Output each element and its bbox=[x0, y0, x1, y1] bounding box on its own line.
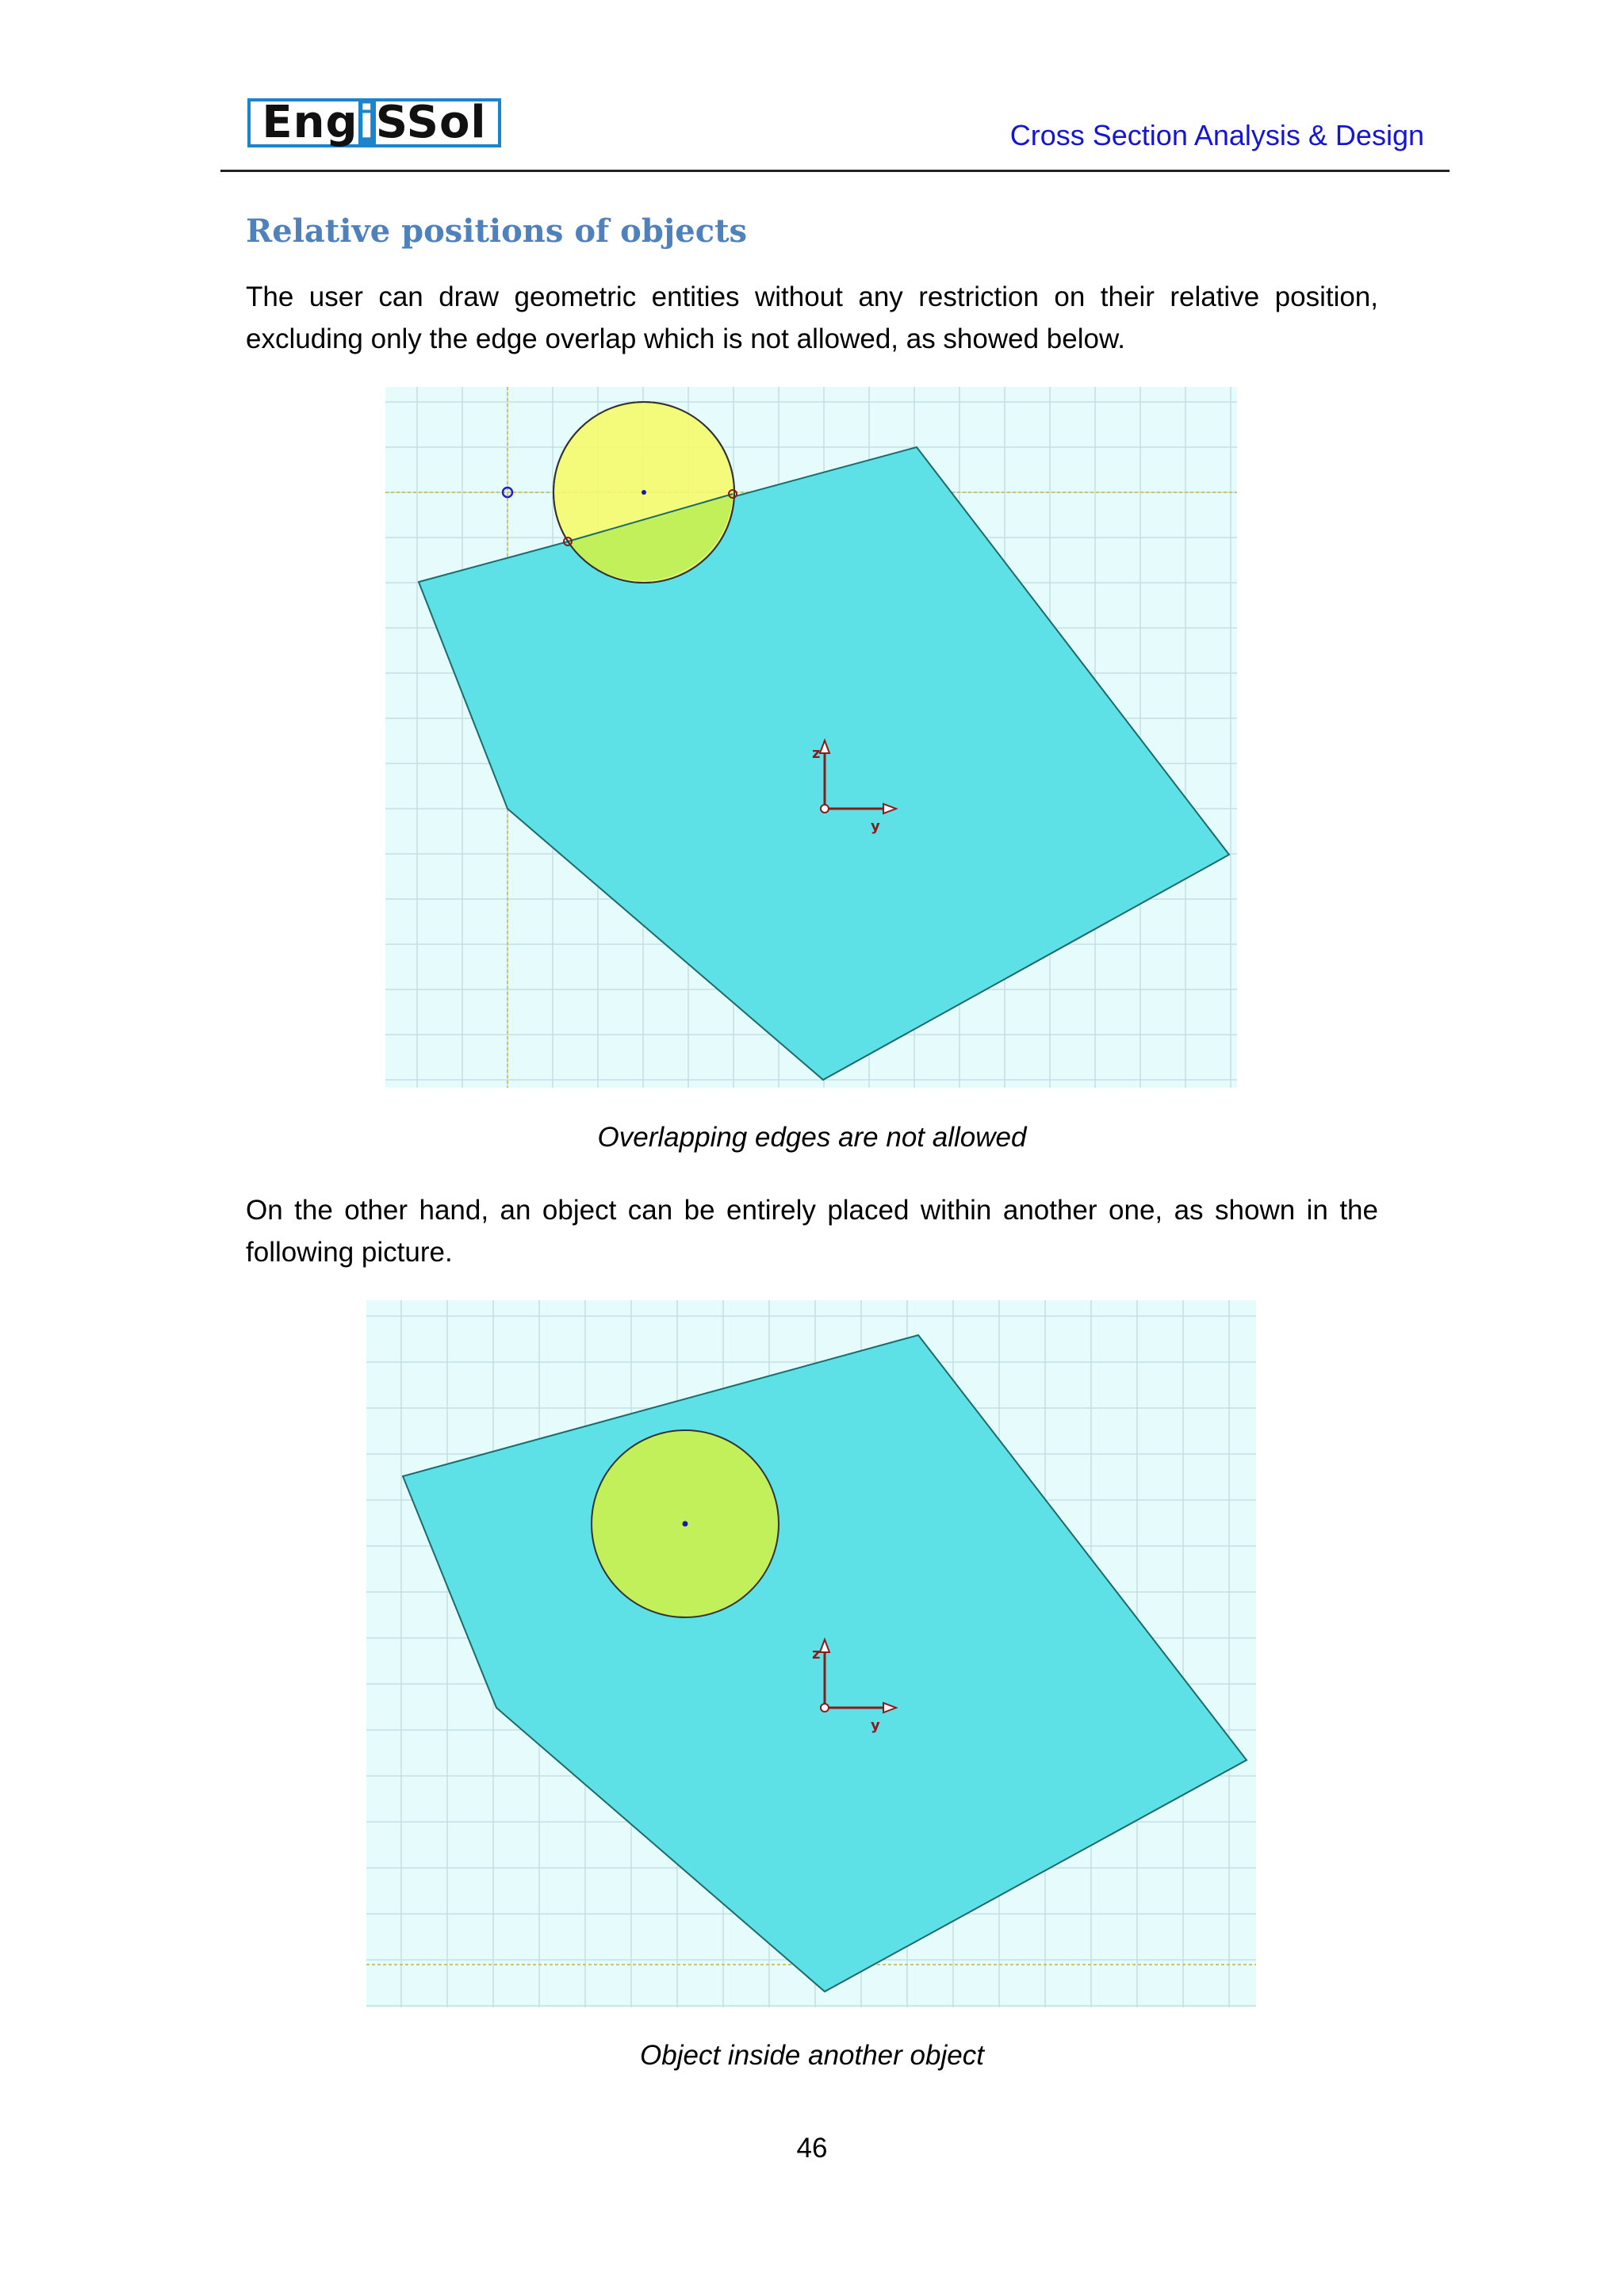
logo-text-part: SSol bbox=[375, 97, 487, 148]
figure-canvas bbox=[366, 1300, 1256, 2007]
logo-text-highlight: i bbox=[358, 97, 375, 148]
axis-origin bbox=[821, 1704, 829, 1712]
figure-object-inside bbox=[366, 1300, 1256, 2007]
figure-caption: Overlapping edges are not allowed bbox=[597, 1122, 1027, 1153]
section-title: Relative positions of objects bbox=[246, 212, 748, 250]
header-divider bbox=[220, 170, 1450, 172]
paragraph-intro: The user can draw geometric entities without any restriction on their relative position, excluding only the edge overlap which is not allowed, as showed below. bbox=[246, 281, 1378, 354]
header-doc-title: Cross Section Analysis & Design bbox=[1009, 119, 1424, 151]
axis-y-label: y bbox=[871, 818, 880, 835]
axis-z-label: z bbox=[812, 1646, 821, 1663]
page-number: 46 bbox=[796, 2133, 828, 2164]
axis-y-label: y bbox=[871, 1717, 880, 1734]
figure-caption: Object inside another object bbox=[640, 2040, 984, 2071]
figure-canvas bbox=[385, 387, 1237, 1088]
circle-center-point bbox=[683, 1521, 688, 1527]
paragraph-inside: On the other hand, an object can be entirely placed within another one, as shown in the following picture. bbox=[246, 1195, 1378, 1268]
engissol-logo bbox=[247, 98, 501, 147]
circle-center-point bbox=[642, 490, 646, 495]
logo-text bbox=[262, 97, 487, 148]
figure-overlapping-edges bbox=[385, 387, 1237, 1088]
axis-origin bbox=[821, 805, 829, 813]
logo-text-part: Eng bbox=[262, 97, 358, 148]
axis-z-label: z bbox=[812, 745, 821, 762]
